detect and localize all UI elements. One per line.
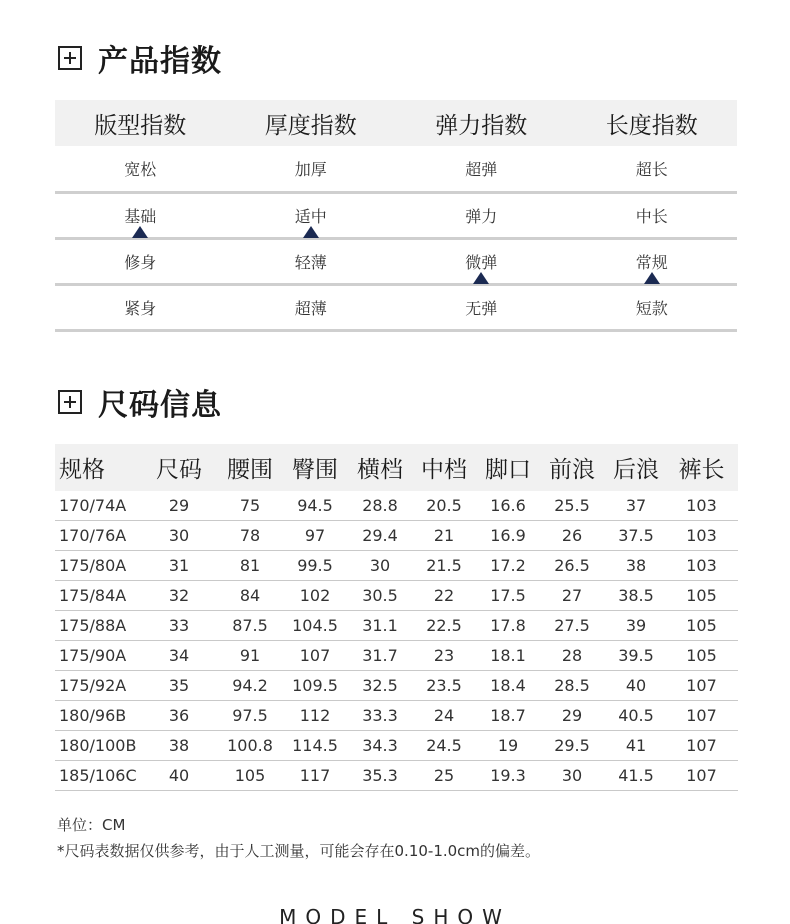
table-cell: 114.5 (292, 736, 338, 755)
table-cell: 38 (625, 556, 647, 575)
table-cell: 24.5 (426, 736, 462, 755)
index-cell: 弹力 (465, 207, 498, 226)
product-index-title: 产品指数 (98, 44, 222, 79)
table-cell: 41 (625, 736, 647, 755)
index-row (55, 146, 737, 194)
size-info-header (58, 380, 222, 424)
table-cell: 39.5 (618, 646, 654, 665)
table-row (55, 611, 738, 641)
index-cell: 微弹 (396, 250, 567, 273)
table-cell: 35.3 (362, 766, 398, 785)
table-cell: 20.5 (426, 496, 462, 515)
table-cell: 37 (625, 496, 647, 515)
table-cell: 180/96B (59, 706, 127, 725)
table-cell: 97 (304, 526, 326, 545)
size-table-body (55, 491, 738, 791)
table-cell: 99.5 (297, 556, 333, 575)
plus-box-icon (58, 390, 82, 414)
size-header-cell: 后浪 (613, 457, 659, 483)
index-row (55, 286, 737, 332)
table-cell: 36 (168, 706, 190, 725)
triangle-marker-icon (644, 272, 660, 284)
table-row (55, 491, 738, 521)
table-cell: 107 (686, 706, 717, 725)
index-cell: 基础 (55, 204, 226, 227)
table-cell: 25 (433, 766, 455, 785)
index-cell: 中长 (635, 207, 668, 226)
table-cell: 39 (625, 616, 647, 635)
index-cell: 宽松 (124, 160, 157, 179)
table-cell: 41.5 (618, 766, 654, 785)
model-show-heading: MODEL SHOW (279, 905, 511, 924)
table-cell: 23 (433, 646, 455, 665)
table-cell: 180/100B (59, 736, 137, 755)
table-cell: 107 (299, 646, 331, 665)
table-cell: 94.5 (297, 496, 333, 515)
table-cell: 185/106C (59, 766, 137, 785)
table-cell: 109.5 (292, 676, 338, 695)
table-cell: 40.5 (618, 706, 654, 725)
table-row (55, 581, 738, 611)
index-cell: 加厚 (294, 160, 327, 179)
size-header-cell: 臀围 (292, 457, 338, 483)
table-cell: 18.1 (490, 646, 526, 665)
header-elasticity: 弹力指数 (435, 112, 528, 139)
table-cell: 17.2 (490, 556, 526, 575)
table-cell: 23.5 (426, 676, 462, 695)
table-cell: 91 (239, 646, 261, 665)
size-header-cell: 脚口 (485, 457, 531, 483)
size-notes (57, 812, 540, 864)
table-cell: 81 (239, 556, 261, 575)
table-cell: 27 (561, 586, 583, 605)
size-info-title: 尺码信息 (98, 388, 222, 423)
table-cell: 97.5 (232, 706, 268, 725)
table-cell: 31 (168, 556, 190, 575)
index-cell: 超长 (635, 160, 668, 179)
size-header-cell: 裤长 (678, 457, 725, 483)
table-cell: 17.8 (490, 616, 526, 635)
index-cell: 无弹 (465, 299, 498, 318)
table-cell: 32 (168, 586, 190, 605)
table-cell: 29 (561, 706, 583, 725)
table-cell: 19.3 (490, 766, 526, 785)
table-cell: 175/88A (59, 616, 127, 635)
size-header-cell: 中档 (421, 457, 467, 483)
table-cell: 84 (239, 586, 261, 605)
table-cell: 24 (433, 706, 455, 725)
table-cell: 28 (561, 646, 583, 665)
index-cell: 短款 (635, 299, 668, 318)
table-cell: 105 (234, 766, 266, 785)
table-cell: 26 (561, 526, 583, 545)
size-header-cell: 前浪 (549, 457, 595, 483)
index-cell: 超弹 (465, 160, 498, 179)
table-cell: 22 (433, 586, 455, 605)
table-cell: 22.5 (426, 616, 462, 635)
table-cell: 117 (299, 766, 331, 785)
table-cell: 78 (239, 526, 261, 545)
table-cell: 100.8 (227, 736, 273, 755)
disclaimer-note: *尺码表数据仅供参考，由于人工测量，可能会存在0.10-1.0cm的偏差。 (57, 842, 541, 860)
table-cell: 170/74A (59, 496, 127, 515)
header-thickness: 厚度指数 (264, 112, 357, 139)
table-cell: 16.6 (490, 496, 526, 515)
table-cell: 27.5 (554, 616, 590, 635)
table-cell: 19 (497, 736, 519, 755)
table-cell: 107 (686, 676, 717, 695)
table-cell: 30.5 (362, 586, 398, 605)
table-cell: 38.5 (618, 586, 654, 605)
table-cell: 26.5 (554, 556, 590, 575)
size-header-cell: 横档 (357, 457, 403, 483)
size-header-row (55, 444, 738, 491)
table-cell: 175/92A (59, 676, 127, 695)
table-cell: 34 (168, 646, 190, 665)
table-row (55, 701, 738, 731)
table-cell: 175/84A (59, 586, 127, 605)
table-cell: 40 (168, 766, 190, 785)
table-cell: 107 (686, 736, 717, 755)
table-cell: 31.1 (362, 616, 398, 635)
table-cell: 29.4 (362, 526, 398, 545)
table-row (55, 521, 738, 551)
table-cell: 87.5 (232, 616, 268, 635)
table-cell: 175/80A (59, 556, 127, 575)
product-index-header (58, 36, 222, 80)
table-cell: 30 (168, 526, 190, 545)
table-cell: 35 (168, 676, 190, 695)
table-cell: 170/76A (59, 526, 127, 545)
table-cell: 103 (686, 556, 717, 575)
index-row (55, 240, 737, 286)
index-cell: 修身 (124, 253, 157, 272)
table-cell: 102 (299, 586, 331, 605)
size-header-cell: 腰围 (227, 457, 273, 483)
product-index-header-row (55, 100, 737, 146)
table-cell: 21.5 (426, 556, 462, 575)
table-cell: 31.7 (362, 646, 398, 665)
table-cell: 29 (168, 496, 190, 515)
table-row (55, 731, 738, 761)
index-cell: 常规 (567, 250, 738, 273)
table-cell: 18.4 (490, 676, 526, 695)
product-index-table (55, 100, 737, 332)
table-cell: 107 (686, 766, 717, 785)
table-cell: 16.9 (490, 526, 526, 545)
table-cell: 21 (433, 526, 455, 545)
table-cell: 29.5 (554, 736, 590, 755)
table-cell: 33.3 (362, 706, 398, 725)
size-header-cell: 规格 (59, 457, 105, 483)
table-cell: 103 (686, 496, 717, 515)
table-cell: 104.5 (292, 616, 338, 635)
table-cell: 175/90A (59, 646, 127, 665)
table-cell: 28.8 (362, 496, 398, 515)
unit-note: 单位：CM (57, 816, 126, 834)
size-header-cell: 尺码 (156, 457, 202, 483)
table-cell: 18.7 (490, 706, 526, 725)
table-cell: 112 (299, 706, 331, 725)
table-cell: 105 (686, 616, 717, 635)
table-row (55, 671, 738, 701)
index-cell: 适中 (226, 204, 397, 227)
index-cell: 轻薄 (294, 253, 327, 272)
table-cell: 103 (686, 526, 717, 545)
table-cell: 38 (168, 736, 190, 755)
table-cell: 33 (168, 616, 190, 635)
table-cell: 94.2 (232, 676, 268, 695)
table-cell: 37.5 (618, 526, 654, 545)
plus-box-icon (58, 46, 82, 70)
table-cell: 32.5 (362, 676, 398, 695)
table-cell: 28.5 (554, 676, 590, 695)
index-cell: 超薄 (294, 299, 327, 318)
size-table (55, 444, 738, 791)
triangle-marker-icon (473, 272, 489, 284)
table-row (55, 641, 738, 671)
table-cell: 30 (369, 556, 391, 575)
table-cell: 34.3 (362, 736, 398, 755)
triangle-marker-icon (303, 226, 319, 238)
table-row (55, 761, 738, 791)
table-cell: 17.5 (490, 586, 526, 605)
index-cell: 紧身 (124, 299, 157, 318)
table-cell: 105 (686, 586, 717, 605)
table-cell: 105 (686, 646, 717, 665)
table-cell: 75 (239, 496, 261, 515)
table-cell: 25.5 (554, 496, 590, 515)
table-cell: 40 (625, 676, 647, 695)
table-cell: 30 (561, 766, 583, 785)
table-row (55, 551, 738, 581)
triangle-marker-icon (132, 226, 148, 238)
header-length: 长度指数 (605, 112, 698, 139)
header-fit: 版型指数 (94, 112, 187, 139)
index-row (55, 194, 737, 240)
